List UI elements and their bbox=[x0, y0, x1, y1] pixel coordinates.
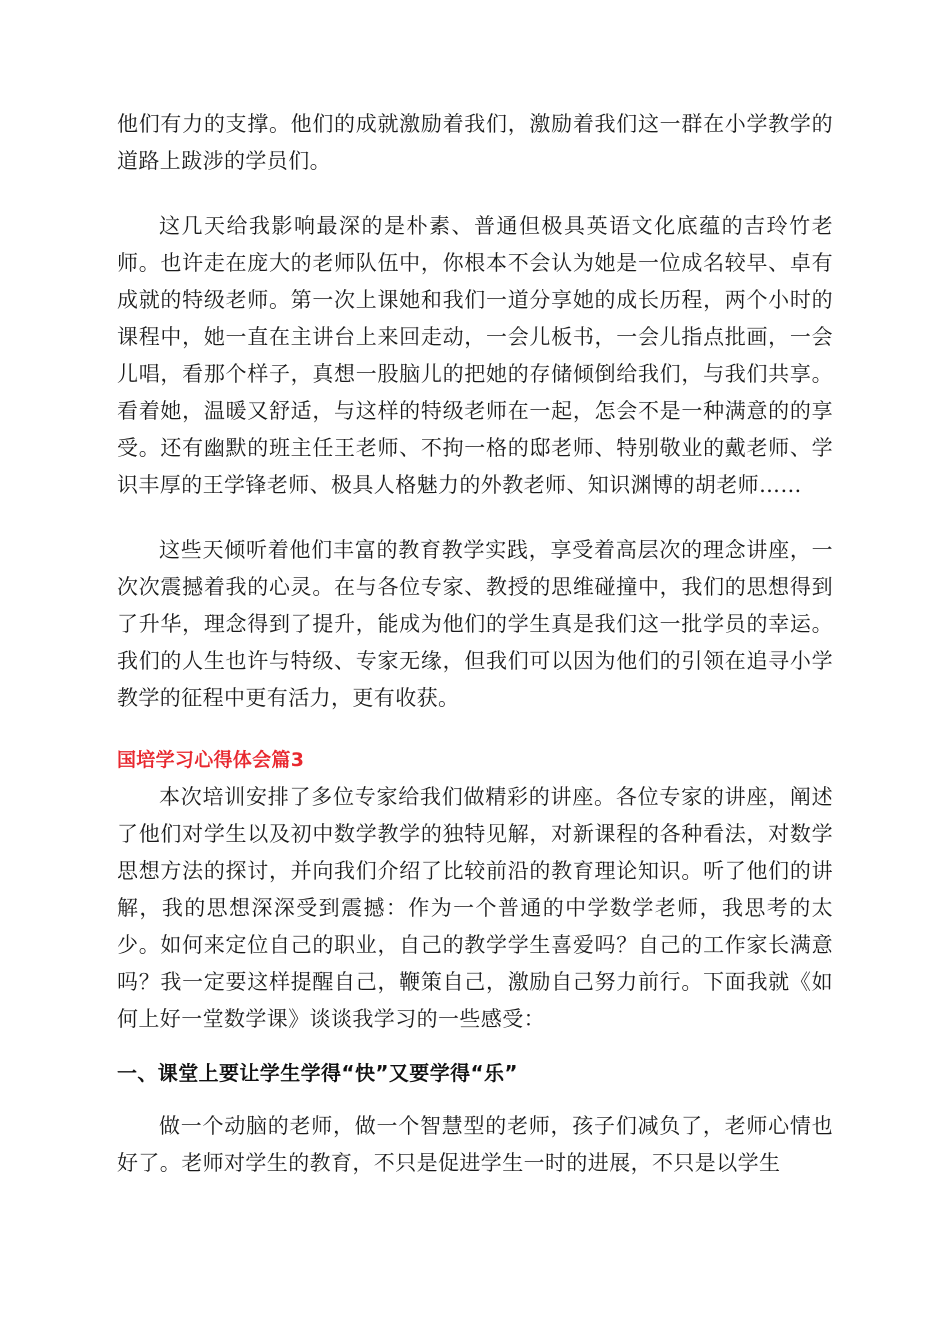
document-body bbox=[117, 106, 833, 1182]
paragraph-2: 这几天给我影响最深的是朴素、普通但极具英语文化底蕴的吉玲竹老师。也许走在庞大的老师队伍中，你根本不会认为她是一位成名较早、卓有成就的特级老师。第一次上课她和我们一道分享她的成长历程，两个小时的课程中，她一直在主讲台上来回走动，一会儿板书，一会儿指点批画，一会儿唱，看那个样子，真想一股脑儿的把她的存储倾倒给我们，与我们共享。看着她，温暖又舒适，与这样的特级老师在一起，怎会不是一种满意的的享受。还有幽默的班主任王老师、不拘一格的邸老师、特别敬业的戴老师、学识丰厚的王学锋老师、极具人格魅力的外教老师、知识渊博的胡老师…… bbox=[117, 214, 833, 497]
paragraph-gap bbox=[117, 180, 833, 208]
subheading: 一、课堂上要让学生学得“快”又要学得“乐” bbox=[117, 1061, 518, 1085]
paragraph-3: 这些天倾听着他们丰富的教育教学实践，享受着高层次的理念讲座，一次次震撼着我的心灵。在与各位专家、教授的思维碰撞中，我们的思想得到了升华，理念得到了提升，能成为他们的学生真是我们这一批学员的幸运。我们的人生也许与特级、专家无缘，但我们可以因为他们的引领在追寻小学教学的征程中更有活力，更有收获。 bbox=[117, 538, 833, 710]
paragraph-4: 本次培训安排了多位专家给我们做精彩的讲座。各位专家的讲座，阐述了他们对学生以及初中数学教学的独特见解，对新课程的各种看法，对数学思想方法的探讨，并向我们介绍了比较前沿的教育理论知识。听了他们的讲解，我的思想深深受到震撼：作为一个普通的中学数学老师，我思考的太少。如何来定位自己的职业，自己的教学学生喜爱吗？自己的工作家长满意吗？我一定要这样提醒自己，鞭策自己，激励自己努力前行。下面我就《如何上好一堂数学课》谈谈我学习的一些感受： bbox=[117, 785, 833, 1031]
section-title: 国培学习心得体会篇3 bbox=[117, 749, 305, 771]
paragraph-gap bbox=[117, 504, 833, 532]
paragraph-5: 做一个动脑的老师，做一个智慧型的老师，孩子们减负了，老师心情也好了。老师对学生的教育，不只是促进学生一时的进展，不只是以学生 bbox=[117, 1114, 833, 1175]
paragraph-1: 他们有力的支撑。他们的成就激励着我们，激励着我们这一群在小学教学的道路上跋涉的学员们。 bbox=[117, 112, 833, 173]
